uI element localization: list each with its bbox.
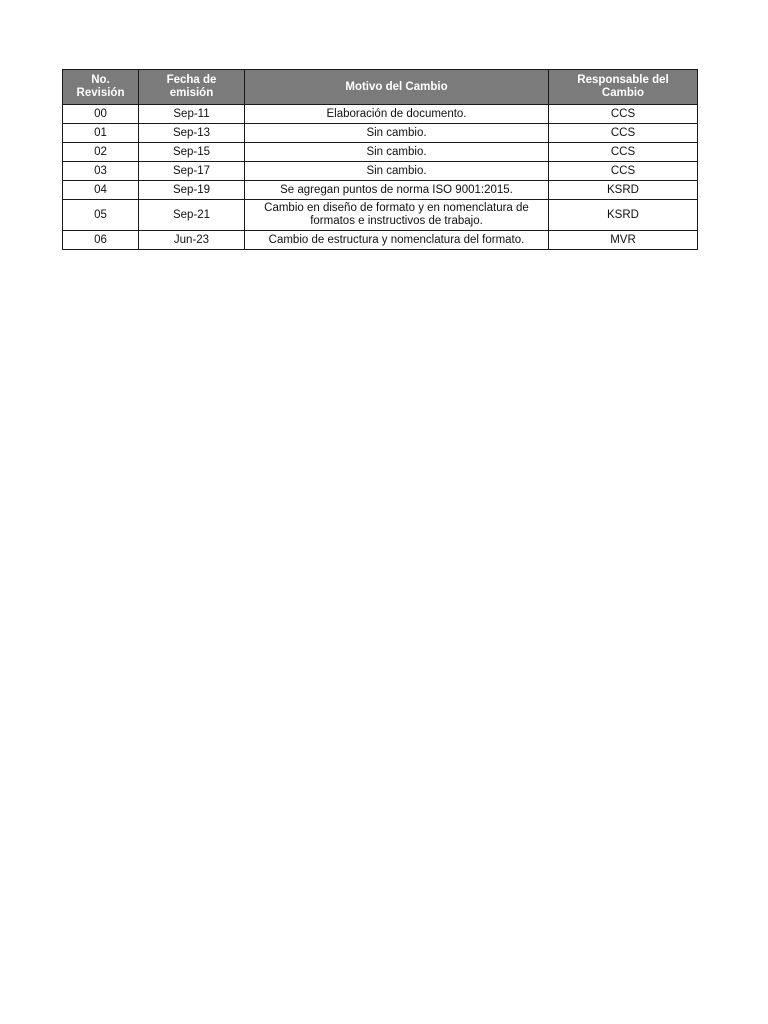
header-responsable-line2: Cambio [601, 87, 645, 99]
cell-fecha: Sep-11 [139, 105, 245, 124]
cell-motivo: Sin cambio. [245, 143, 549, 162]
cell-revision: 01 [63, 124, 139, 143]
cell-motivo: Sin cambio. [245, 124, 549, 143]
table-row [63, 162, 698, 181]
cell-fecha: Sep-19 [139, 181, 245, 200]
cell-fecha: Sep-13 [139, 124, 245, 143]
header-fecha-line2: emisión [169, 87, 214, 99]
header-motivo [245, 70, 549, 105]
table-row [63, 105, 698, 124]
cell-fecha: Jun-23 [139, 231, 245, 250]
header-revision-line1: No. [91, 74, 110, 86]
header-revision [63, 70, 139, 105]
cell-motivo-line1: Cambio en diseño de formato y en nomenclatura de [264, 202, 529, 214]
cell-fecha: Sep-21 [139, 200, 245, 231]
table-row [63, 200, 698, 231]
cell-motivo-line2: formatos e instructivos de trabajo. [310, 215, 483, 227]
table-row [63, 181, 698, 200]
cell-responsable: KSRD [549, 181, 698, 200]
table-row [63, 231, 698, 250]
cell-revision: 02 [63, 143, 139, 162]
cell-fecha: Sep-15 [139, 143, 245, 162]
cell-responsable: KSRD [549, 200, 698, 231]
cell-revision: 00 [63, 105, 139, 124]
cell-motivo [245, 200, 549, 231]
cell-responsable: CCS [549, 143, 698, 162]
header-fecha [139, 70, 245, 105]
table-row [63, 143, 698, 162]
cell-responsable: MVR [549, 231, 698, 250]
cell-fecha: Sep-17 [139, 162, 245, 181]
header-motivo-line1: Motivo del Cambio [345, 80, 448, 93]
revision-history-table [62, 69, 698, 250]
header-responsable [549, 70, 698, 105]
table-row [63, 124, 698, 143]
cell-motivo: Elaboración de documento. [245, 105, 549, 124]
cell-motivo: Sin cambio. [245, 162, 549, 181]
header-revision-line2: Revisión [76, 87, 125, 99]
cell-revision: 03 [63, 162, 139, 181]
cell-responsable: CCS [549, 105, 698, 124]
cell-motivo: Se agregan puntos de norma ISO 9001:2015. [245, 181, 549, 200]
cell-revision: 04 [63, 181, 139, 200]
cell-responsable: CCS [549, 124, 698, 143]
header-fecha-line1: Fecha de [166, 74, 217, 86]
cell-responsable: CCS [549, 162, 698, 181]
cell-revision: 06 [63, 231, 139, 250]
cell-revision: 05 [63, 200, 139, 231]
table-header-row [63, 70, 698, 105]
header-responsable-line1: Responsable del [577, 74, 669, 86]
cell-motivo: Cambio de estructura y nomenclatura del formato. [245, 231, 549, 250]
